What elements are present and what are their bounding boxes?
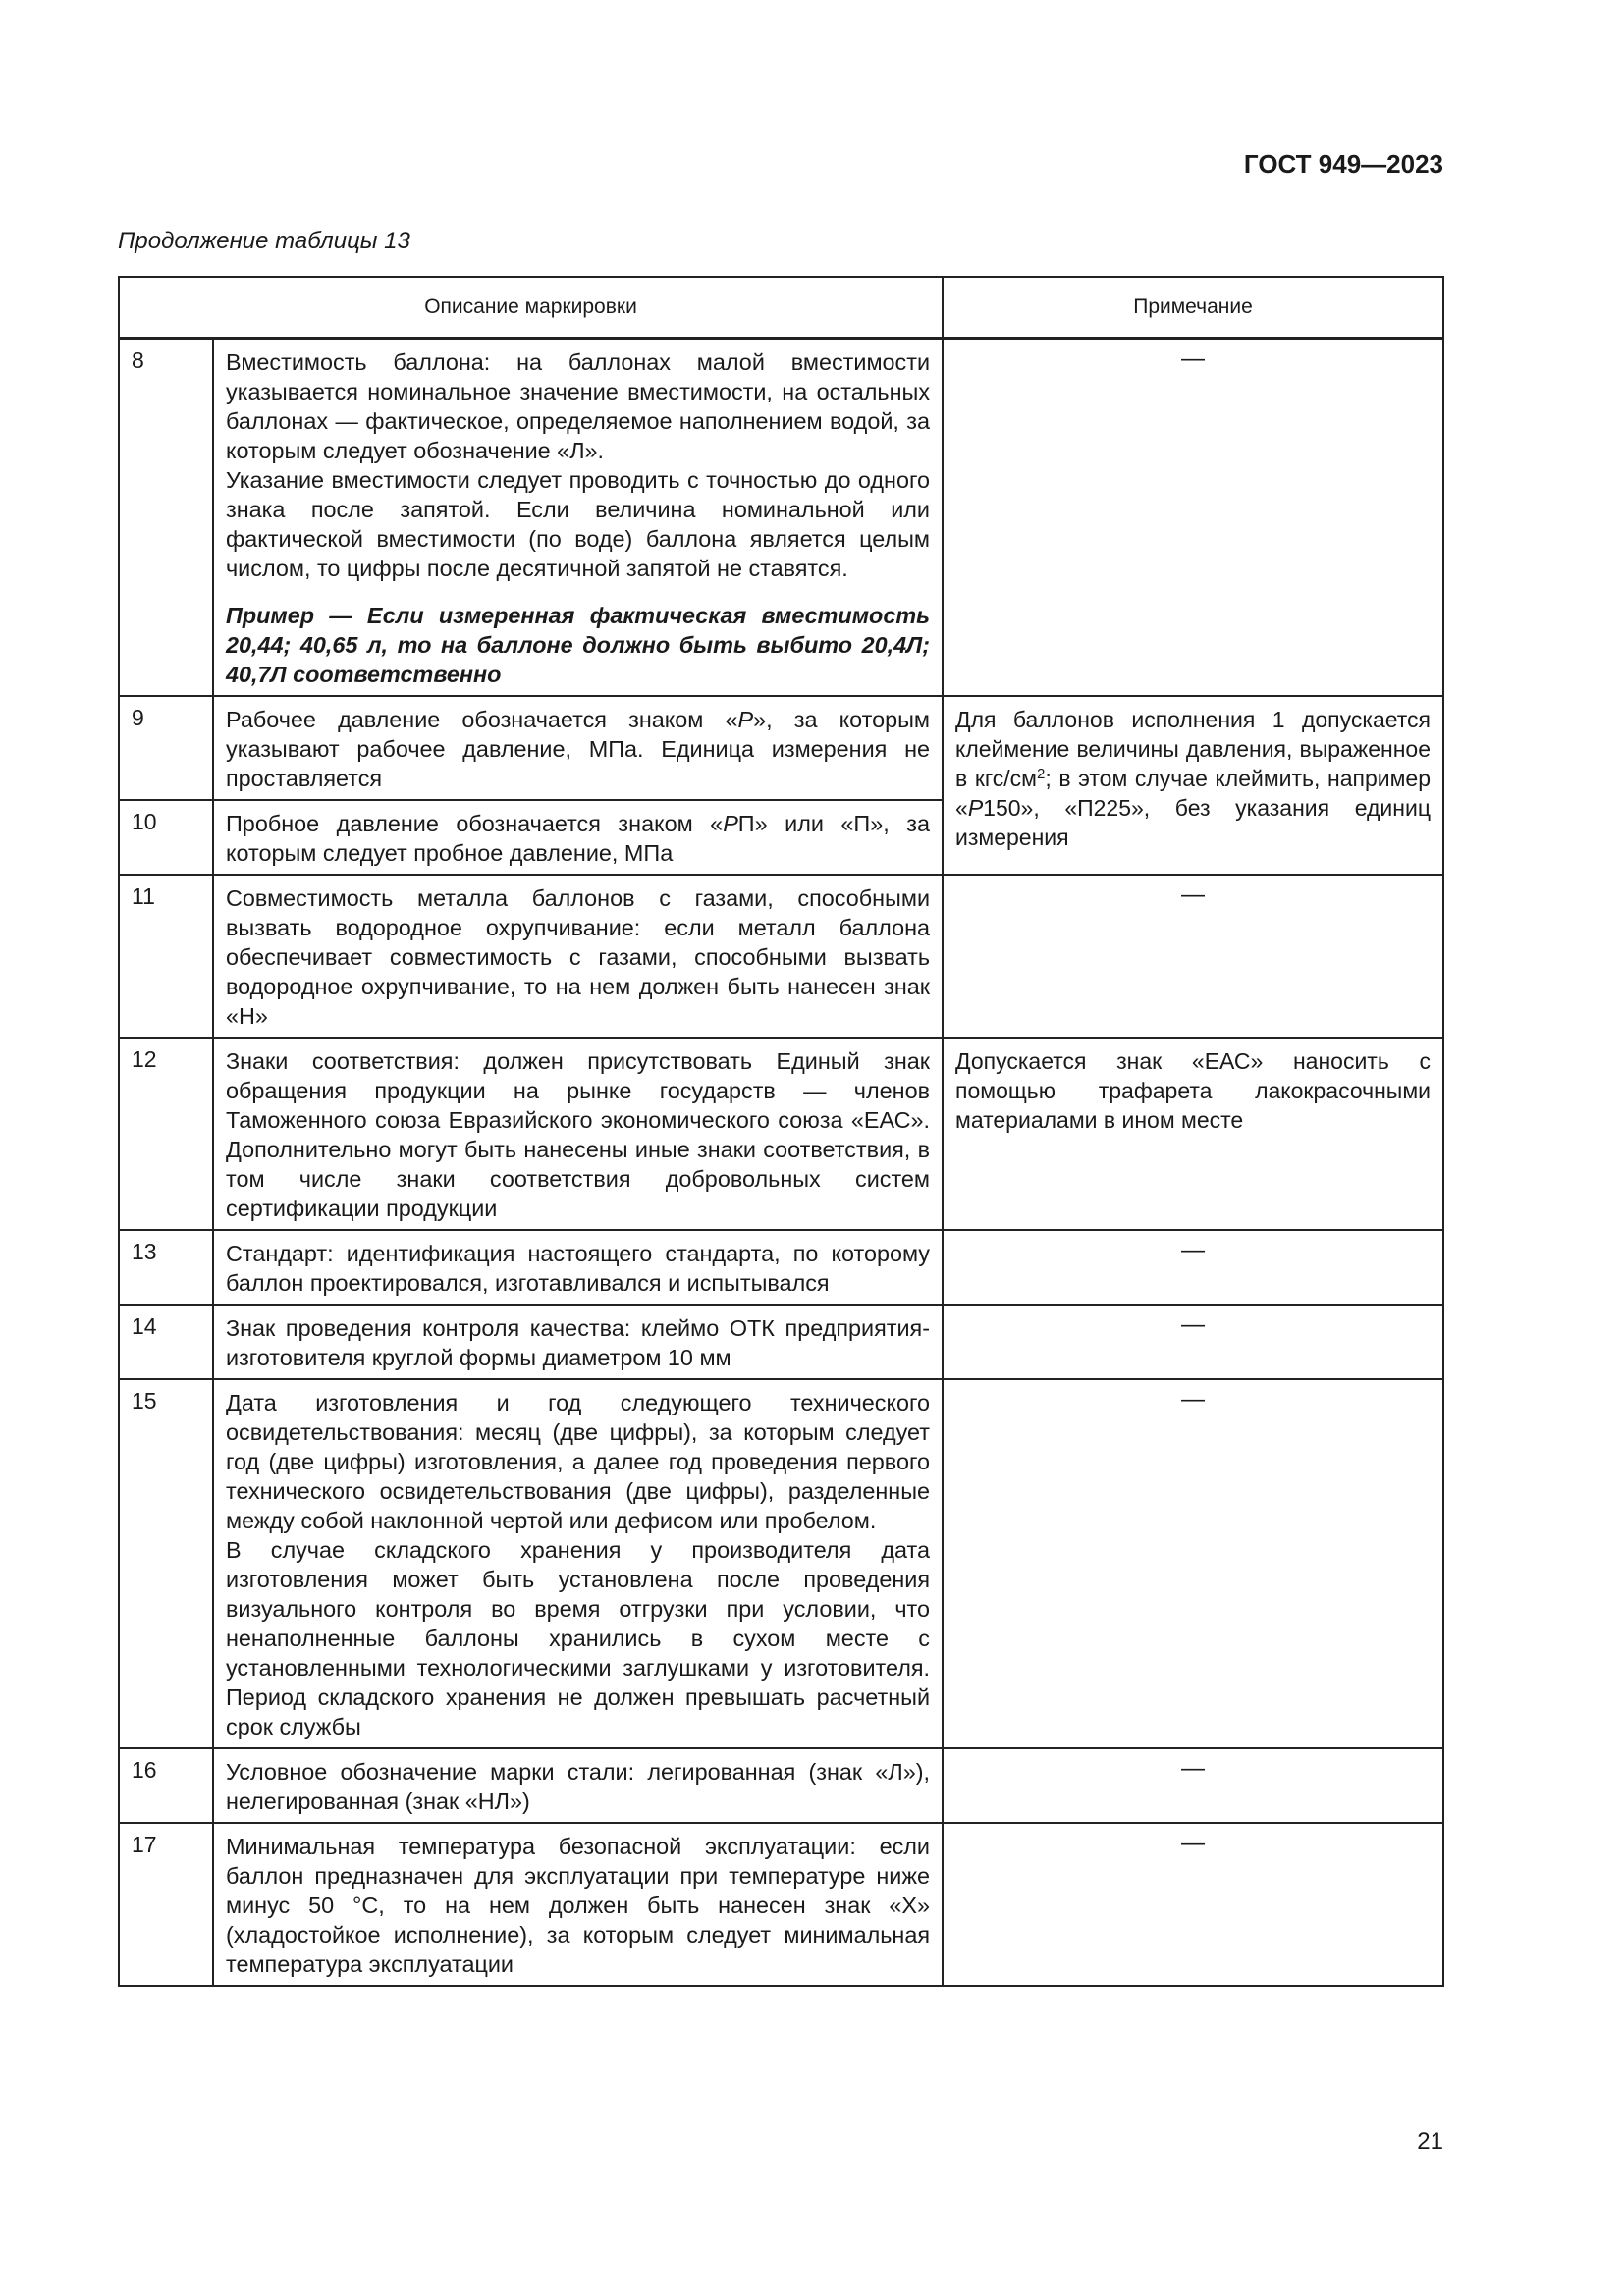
- marking-table: [118, 276, 1444, 1987]
- page-number: 21: [1417, 2128, 1443, 2155]
- table-row: [119, 1305, 1443, 1379]
- description-text: Указание вместимости следует проводить с точностью до одного знака после запятой. Если величина номинальной или фактической вместимости (по воде) баллона является целым числом, то цифры после десятичной запятой не ставятся.: [226, 467, 931, 581]
- description-text: Дата изготовления и год следующего технического освидетельствования: месяц (две цифры), за которым следует год (две цифры) изготовления, а далее год проведения первого технического освидетельствования (две цифры), разделенные между собой наклонной чертой или дефисом или пробелом.: [226, 1390, 931, 1533]
- table-row: [119, 875, 1443, 1038]
- description-text: П» или «П», за которым следует пробное давление, МПа: [226, 811, 931, 866]
- table-row: [119, 1038, 1443, 1230]
- row-note: —: [943, 875, 1443, 1038]
- row-number: 12: [119, 1038, 213, 1230]
- row-note: —: [943, 1823, 1443, 1986]
- row-number: 8: [119, 339, 213, 697]
- row-note: —: [943, 339, 1443, 697]
- row-description: Стандарт: идентификация настоящего стандарта, по которому баллон проектировался, изготавливался и испытывался: [213, 1230, 943, 1305]
- document-code: ГОСТ 949—2023: [1243, 149, 1443, 179]
- row-number: 15: [119, 1379, 213, 1748]
- table-row: [119, 1379, 1443, 1748]
- table-row: [119, 1230, 1443, 1305]
- description-text: Пробное давление обозначается знаком «: [226, 811, 724, 836]
- table-row: [119, 339, 1443, 697]
- row-note: —: [943, 1230, 1443, 1305]
- row-description: [213, 339, 943, 697]
- row-note: —: [943, 1305, 1443, 1379]
- column-header-note: Примечание: [943, 277, 1443, 339]
- row-description: [213, 1379, 943, 1748]
- description-text: Вместимость баллона: на баллонах малой вместимости указывается номинальное значение вместимости, на остальных баллонах — фактическое, определяемое наполнением водой, за которым следует обозначение «Л».: [226, 349, 931, 463]
- row-number: 17: [119, 1823, 213, 1986]
- column-header-description: Описание маркировки: [119, 277, 943, 339]
- table-header-row: [119, 277, 1443, 339]
- example-text: Пример — Если измеренная фактическая вместимость 20,44; 40,65 л, то на баллоне должно быть выбито 20,4Л; 40,7Л соответственно: [226, 603, 931, 687]
- row-description: Знаки соответствия: должен присутствовать Единый знак обращения продукции на рынке государств — членов Таможенного союза Евразийского экономического союза «ЕАС». Дополнительно могут быть нанесены иные знаки соответствия, в том числе знаки соответствия добровольных систем сертификации продукции: [213, 1038, 943, 1230]
- table-row: [119, 1823, 1443, 1986]
- row-description: Совместимость металла баллонов с газами, способными вызвать водородное охрупчивание: если металл баллона обеспечивает совместимость с газами, способными вызвать водородное охрупчивание, то на нем должен быть нанесен знак «Н»: [213, 875, 943, 1038]
- superscript: 2: [1037, 766, 1046, 782]
- symbol-text: Р: [967, 795, 984, 821]
- symbol-text: Р: [723, 811, 738, 836]
- row-number: 10: [119, 800, 213, 875]
- table-caption: Продолжение таблицы 13: [118, 228, 410, 254]
- description-text: В случае складского хранения у производителя дата изготовления может быть установлена после проведения визуального контроля во время отгрузки при условии, что ненаполненные баллоны хранились в сухом месте с установленными технологическими заглушками у изготовителя. Период складского хранения не должен превышать расчетный срок службы: [226, 1537, 931, 1739]
- row-note: [943, 696, 1443, 875]
- row-number: 9: [119, 696, 213, 800]
- description-text: », за которым указывают рабочее давление, МПа. Единица измерения не проставляется: [226, 707, 931, 791]
- table-row: [119, 696, 1443, 800]
- row-number: 14: [119, 1305, 213, 1379]
- row-description: Знак проведения контроля качества: клеймо ОТК предприятия-изготовителя круглой формы диаметром 10 мм: [213, 1305, 943, 1379]
- row-note: Допускается знак «ЕАС» наносить с помощью трафарета лакокрасочными материалами в ином месте: [943, 1038, 1443, 1230]
- description-text: Рабочее давление обозначается знаком «: [226, 707, 738, 732]
- row-note: —: [943, 1379, 1443, 1748]
- note-text: Для баллонов исполнения 1 допускается клеймение величины давления, выраженное в кгс/см: [955, 707, 1431, 791]
- table-row: [119, 1748, 1443, 1823]
- row-number: 11: [119, 875, 213, 1038]
- row-note: —: [943, 1748, 1443, 1823]
- row-description: Минимальная температура безопасной эксплуатации: если баллон предназначен для эксплуатации при температуре ниже минус 50 °С, то на нем должен быть нанесен знак «Х» (хладостойкое исполнение), за которым следует минимальная температура эксплуатации: [213, 1823, 943, 1986]
- row-description: Условное обозначение марки стали: легированная (знак «Л»), нелегированная (знак «НЛ»): [213, 1748, 943, 1823]
- row-description: [213, 800, 943, 875]
- symbol-text: Р: [737, 707, 754, 732]
- note-text: ; в этом случае клеймить, например «: [955, 766, 1431, 821]
- note-text: 150», «П225», без указания единиц измерения: [955, 795, 1431, 850]
- row-number: 16: [119, 1748, 213, 1823]
- row-description: [213, 696, 943, 800]
- row-number: 13: [119, 1230, 213, 1305]
